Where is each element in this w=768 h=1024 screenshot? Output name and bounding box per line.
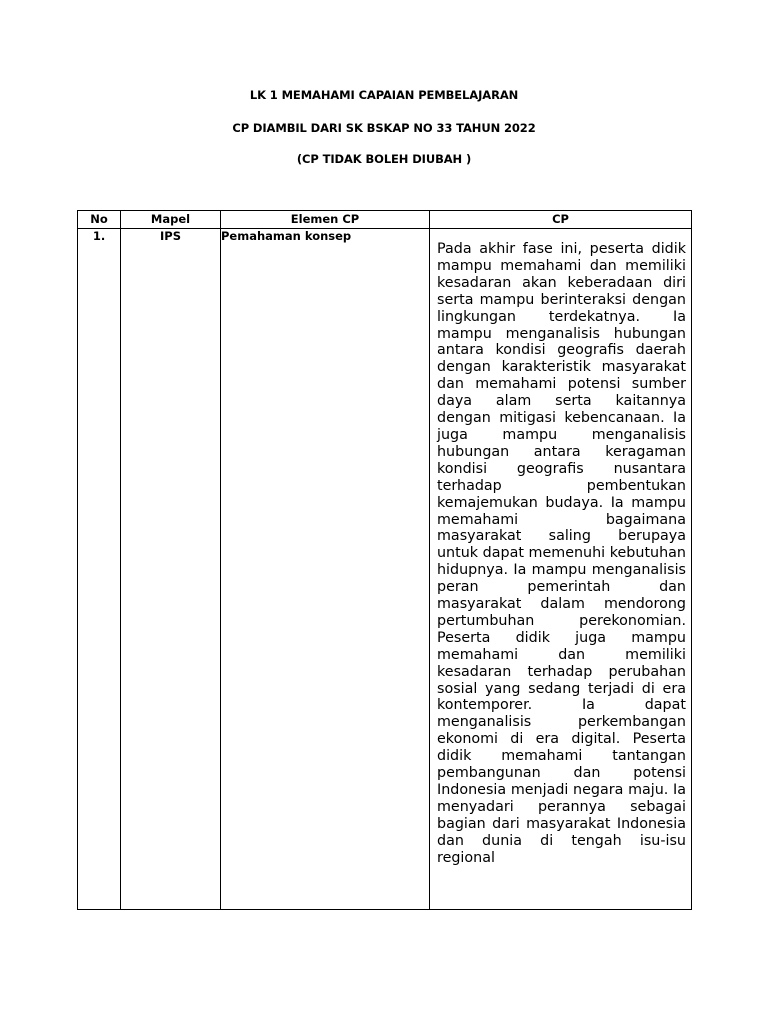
document-subtitle-note: (CP TIDAK BOLEH DIUBAH ) <box>296 152 472 166</box>
document-subtitle-source: CP DIAMBIL DARI SK BSKAP NO 33 TAHUN 2022 <box>232 121 536 135</box>
table-header-row <box>78 211 692 229</box>
row-cp-text: Pada akhir fase ini, peserta didik mampu memahami dan memiliki kesadaran akan keberadaan diri serta mampu berinteraksi dengan lingkungan terdekatnya. Ia mampu menganalisis hubungan antara kondisi geografis daerah dengan karakteristik masyarakat dan memahami potensi sumber daya alam serta kaitannya dengan mitigasi kebencanaan. Ia juga mampu menganalisis hubungan antara keragaman kondisi geografis nusantara terhadap pembentukan kemajemukan budaya. Ia mampu memahami bagaimana masyarakat saling berupaya untuk dapat memenuhi kebutuhan hidupnya. Ia mampu menganalisis peran pemerintah dan masyarakat dalam mendorong pertumbuhan perekonomian. Peserta didik juga mampu memahami dan memiliki kesadaran terhadap perubahan sosial yang sedang terjadi di era kontemporer. Ia dapat menganalisis perkembangan ekonomi di era digital. Peserta didik memahami tantangan pembangunan dan potensi Indonesia menjadi negara maju. Ia menyadari perannya sebagai bagian dari masyarakat Indonesia dan dunia di tengah isu-isu regional <box>437 241 686 866</box>
header-elemen-cp: Elemen CP <box>221 211 430 229</box>
row-number: 1. <box>78 229 121 910</box>
row-cp-cell <box>430 229 692 910</box>
row-mapel: IPS <box>121 229 221 910</box>
table-row <box>78 229 692 910</box>
document-title: LK 1 MEMAHAMI CAPAIAN PEMBELAJARAN <box>249 88 519 102</box>
cp-table <box>77 210 692 910</box>
header-no: No <box>78 211 121 229</box>
header-cp: CP <box>430 211 692 229</box>
row-elemen-cp: Pemahaman konsep <box>221 229 430 910</box>
header-mapel: Mapel <box>121 211 221 229</box>
